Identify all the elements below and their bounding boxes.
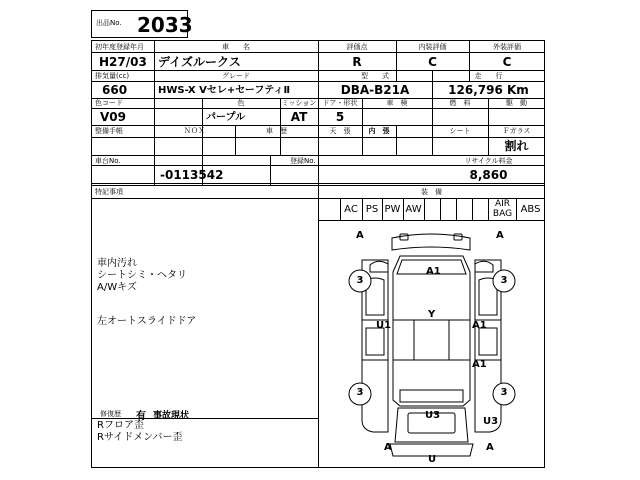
damage-rear-bumper: U xyxy=(428,454,437,465)
lot-number-box xyxy=(91,10,193,38)
lot-number: 2033 xyxy=(137,13,193,37)
tire-rear-left: 3 xyxy=(356,387,364,398)
chassis-value: -0113542 xyxy=(160,168,224,182)
damage-front-right: A xyxy=(496,230,504,241)
label-chassis: 車台No. xyxy=(95,157,121,165)
repair-note: Rサイドメンバー歪 xyxy=(97,432,183,443)
front-bumper-outline xyxy=(392,234,470,250)
damage-left-side: U1 xyxy=(376,320,392,331)
damage-right-side: A1 xyxy=(472,320,487,331)
label-car-name: 車 名 xyxy=(222,43,250,51)
equip-pw: PW xyxy=(384,204,401,215)
label-service-book: 整備手帳 xyxy=(95,127,123,135)
lot-label: 出品No. xyxy=(96,19,122,27)
label-equipment: 装 備 xyxy=(421,188,442,196)
car-diagram xyxy=(318,220,545,468)
label-color: 色 xyxy=(237,99,245,107)
tire-rear-right: 3 xyxy=(500,387,508,398)
repair-value: 有 xyxy=(136,411,146,422)
label-seat: シート xyxy=(449,127,471,135)
tire-front-left: 3 xyxy=(356,275,364,286)
label-doors: ドア・形状 xyxy=(322,99,358,107)
year-value: H27/03 xyxy=(99,55,147,69)
equip-airbag: AIR BAG xyxy=(492,199,513,219)
label-model: 型 式 xyxy=(361,72,389,80)
label-notes: 特記事項 xyxy=(95,188,123,196)
label-inspection: 車 検 xyxy=(386,99,408,107)
note-line: 車内汚れ xyxy=(97,258,137,269)
displacement-value: 660 xyxy=(102,83,128,97)
equip-abs: ABS xyxy=(520,204,541,215)
damage-roof: A1 xyxy=(426,266,441,277)
note-line: シートシミ・ヘタリ xyxy=(97,270,187,281)
label-score: 評価点 xyxy=(346,43,368,51)
mileage-value: 126,796 Km xyxy=(448,83,529,97)
label-mission: ミッション xyxy=(281,99,317,107)
recycle-value: 8,860 xyxy=(469,168,508,182)
damage-rear-right-corner: U3 xyxy=(483,416,499,427)
label-history: 車 歴 xyxy=(266,127,287,135)
mission-value: AT xyxy=(290,110,308,124)
interior-value: C xyxy=(428,55,437,69)
damage-front-left: A xyxy=(356,230,364,241)
color-value: パープル xyxy=(206,112,246,123)
label-glass: Ｆガラス xyxy=(502,127,531,135)
accident-label: 事故現状 xyxy=(153,411,190,421)
label-sunroof: 天 張 xyxy=(329,127,351,135)
tire-front-right: 3 xyxy=(500,275,508,286)
label-mileage: 走 行 xyxy=(474,72,503,80)
glass-value: 割れ xyxy=(504,139,529,153)
damage-rear-right: A xyxy=(486,442,494,453)
label-registration: 登録No. xyxy=(290,157,316,165)
model-value: DBA-B21A xyxy=(340,83,410,97)
note-line: 左オートスライドドア xyxy=(97,316,197,327)
equip-ac: AC xyxy=(344,204,358,215)
doors-value: 5 xyxy=(335,110,345,124)
label-exterior: 外装評価 xyxy=(493,43,521,51)
roof-outline xyxy=(393,256,470,406)
label-grade: グレード xyxy=(222,72,250,80)
car-name-value: デイズルークス xyxy=(158,55,241,69)
score-value: R xyxy=(352,55,362,69)
label-nox: ＮＯＸ xyxy=(184,127,205,135)
grade-value: HWS-X Vセレ+セーフティⅡ xyxy=(158,85,291,96)
label-displacement: 排気量(cc) xyxy=(95,72,130,80)
equip-aw: AW xyxy=(405,204,422,215)
damage-rear-right-door: A1 xyxy=(472,359,487,370)
damage-center: Y xyxy=(428,309,436,320)
damage-rear-hatch: U3 xyxy=(425,410,441,421)
label-drive: 駆 動 xyxy=(506,99,527,107)
label-color-code: 色コード xyxy=(95,99,123,107)
repair-note: Rフロア歪 xyxy=(97,420,144,431)
label-recycle: リサイクル料金 xyxy=(464,157,513,165)
label-interior: 内装評価 xyxy=(418,43,447,51)
label-interior-trim: 内 張 xyxy=(368,127,390,135)
damage-rear-left: A xyxy=(384,442,392,453)
label-fuel: 燃 料 xyxy=(449,99,471,107)
label-year: 初年度登録年月 xyxy=(95,43,144,51)
equip-ps: PS xyxy=(365,204,379,215)
color-code-value: V09 xyxy=(100,110,126,124)
note-line: A/Wキズ xyxy=(97,282,137,293)
exterior-value: C xyxy=(502,55,512,69)
label-repair: 修復歴 xyxy=(100,410,121,418)
